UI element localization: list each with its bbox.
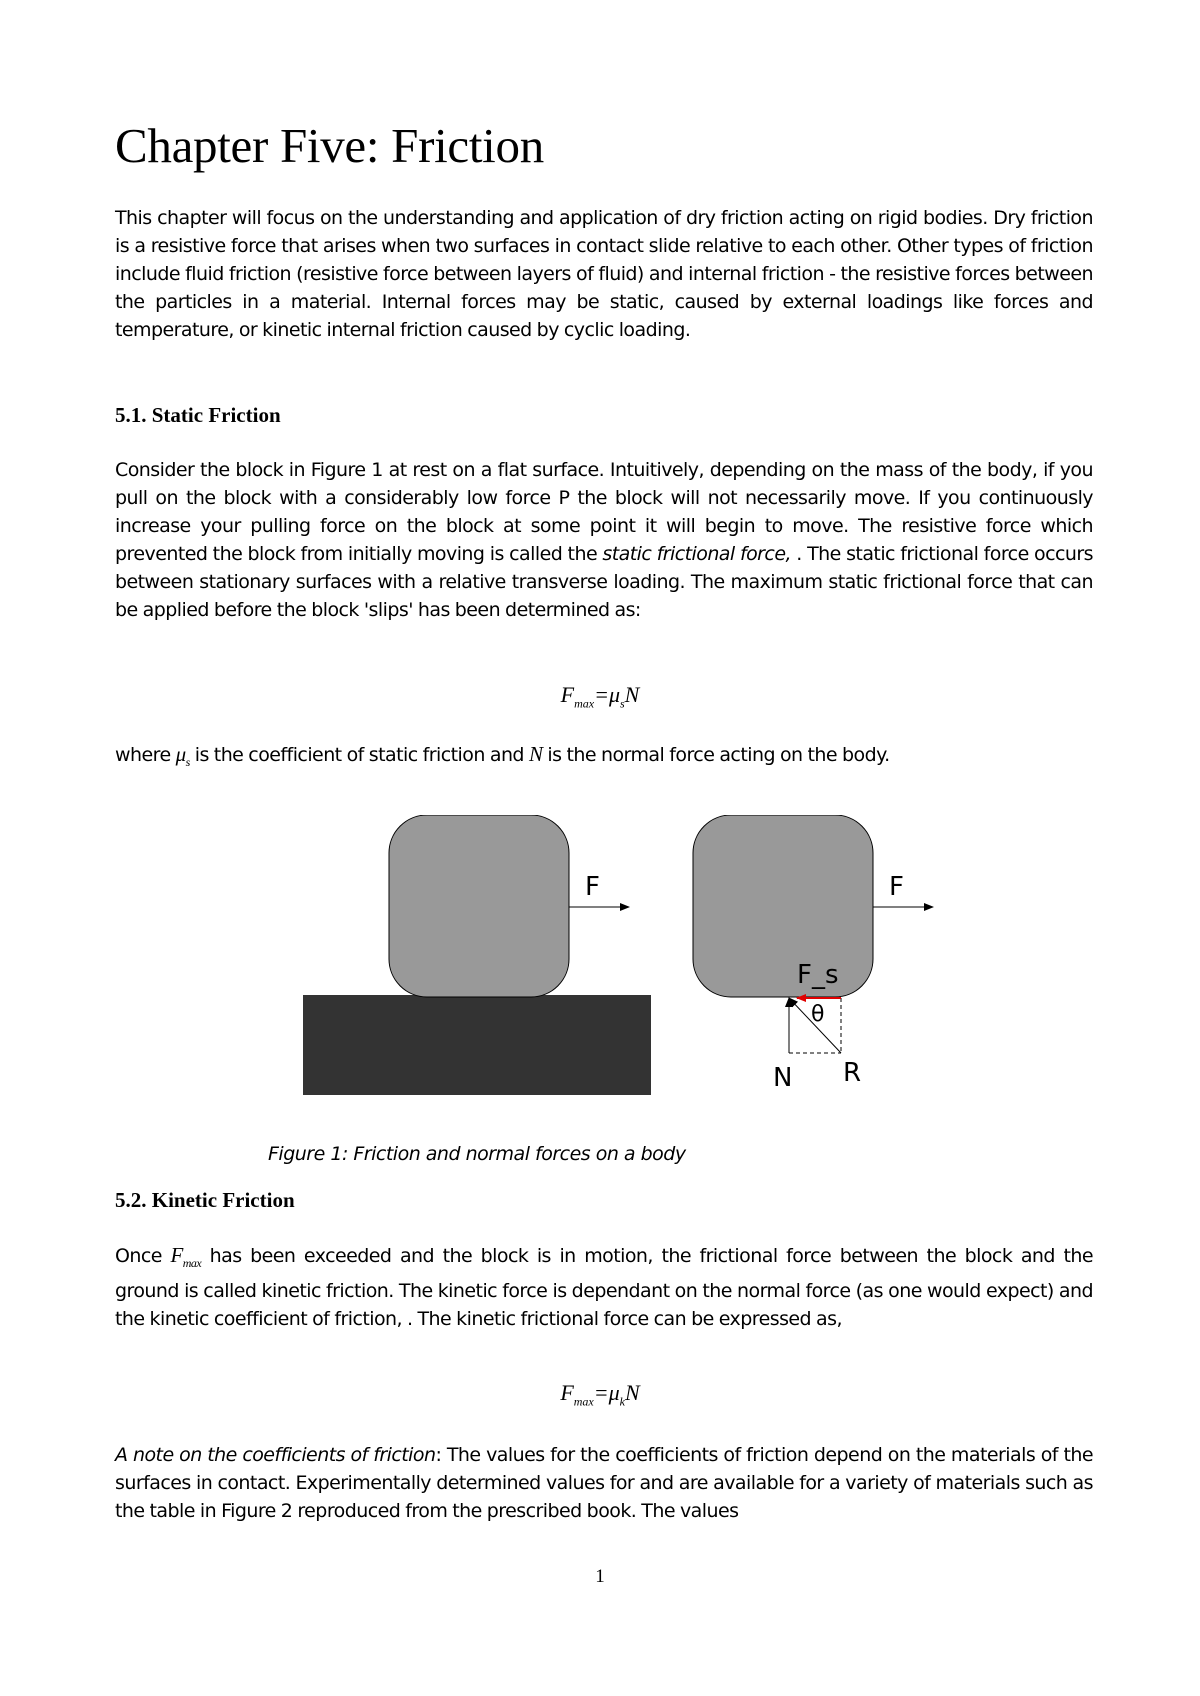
section-heading-kinetic-friction: 5.2. Kinetic Friction [115,1188,295,1212]
section-heading-static-friction: 5.1. Static Friction [115,403,281,427]
figure-caption: Figure 1: Friction and normal forces on a body [268,1143,686,1165]
ground-surface [303,995,651,1095]
coefficients-note-paragraph: A note on the coefficients of friction: The values for the coefficients of friction depend on the materials of the surfaces in contact. Experimentally determined values for and are available for a variety of materials such as the table in Figure 2 reproduced from the prescribed book. The values [115,1444,1094,1522]
chapter-title: Chapter Five: Friction [115,118,544,173]
static-friction-label: F_s [797,960,839,990]
static-friction-equation: $F_{max}=\mu_sN$ [560,682,640,711]
static-frictional-force-term: static frictional force, [602,543,791,565]
kinetic-friction-paragraph: Once $F_{max}$ has been exceeded and the block is in motion, the frictional force between the block and the ground is called kinetic friction. The kinetic force is dependant on the normal force (as one would expect) and the kinetic coefficient of friction, . The kinetic frictional force can be expressed as, [115,1243,1093,1331]
intro-paragraph: This chapter will focus on the understanding and application of dry friction acting on rigid bodies. Dry friction is a resistive force that arises when two surfaces in contact slide relative to each other. Other types of friction include fluid friction (resistive force between layers of fluid) and internal friction - the resistive forces between the particles in a material. Internal forces may be static, caused by external loadings like forces and temperature, or kinetic internal friction caused by cyclic loading. [115,207,1093,341]
block-right [693,815,873,997]
note-lead-in: A note on the coefficients of friction [115,1444,436,1466]
friction-diagram [295,815,955,1105]
theta-label: θ [811,1002,825,1027]
where-line: where $\mu_s$ is the coefficient of static friction and N is the normal force acting on the body. [115,742,890,770]
force-label-left: F [585,872,600,902]
page-number: 1 [595,1566,605,1587]
resultant-force-label: R [843,1058,862,1088]
kinetic-friction-equation: $F_{max}=\mu_kN$ [560,1380,640,1409]
force-label-right: F [889,872,904,902]
block-left [389,815,569,997]
static-friction-paragraph: Consider the block in Figure 1 at rest on a flat surface. Intuitively, depending on the mass of the body, if you pull on the block with a considerably low force P the block will not necessarily move. If you continuously increase your pulling force on the block at some point it will begin to move. The resistive force which prevented the block from initially moving is called the static frictional force, . The static frictional force occurs between stationary surfaces with a relative transverse loading. The maximum static frictional force that can be applied before the block 'slips' has been determined as: [115,459,1093,621]
normal-force-label: N [773,1063,793,1093]
friction-figure [295,815,955,1109]
